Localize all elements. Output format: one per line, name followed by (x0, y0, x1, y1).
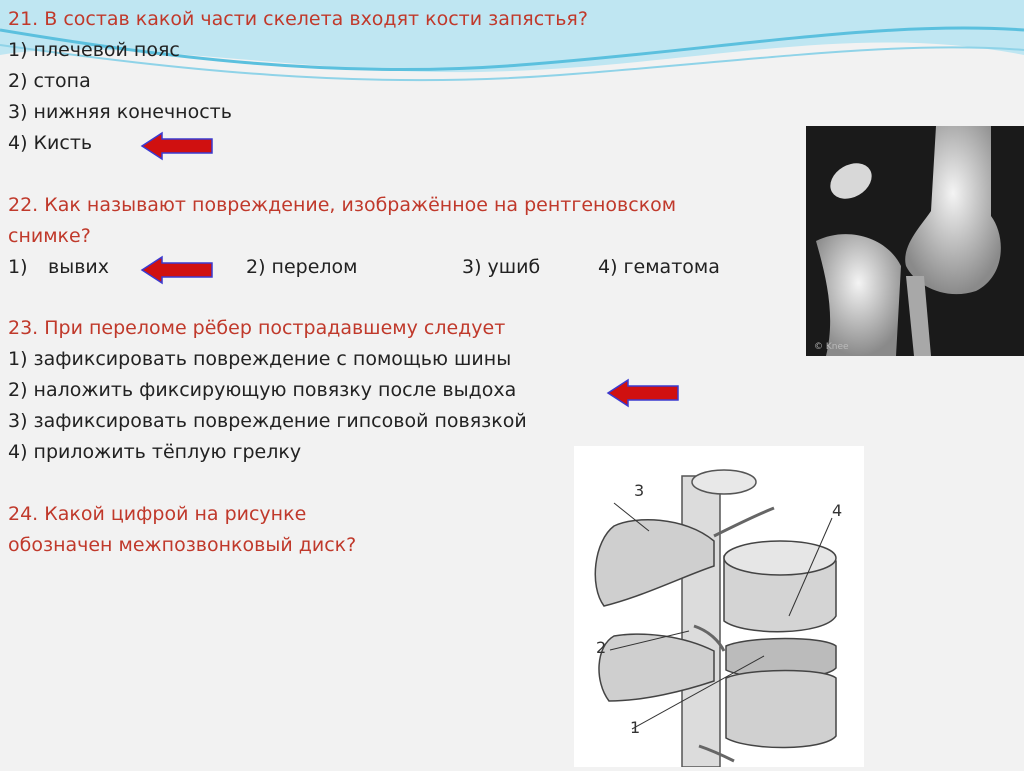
spine-label-1: 1 (630, 718, 641, 737)
question-22-text-line1: 22. Как называют повреждение, изображённое на рентгеновском (8, 194, 677, 216)
q22-option-1: вывих (48, 256, 109, 278)
q23-option-3: 3) зафиксировать повреждение гипсовой повязкой (8, 410, 527, 432)
spine-label-4: 4 (832, 501, 843, 520)
spine-label-2: 2 (596, 638, 607, 657)
q22-option-4: 4) гематома (598, 256, 720, 278)
q23-option-1: 1) зафиксировать повреждение с помощью шины (8, 348, 512, 370)
q21-option-3: 3) нижняя конечность (8, 101, 232, 123)
q21-option-2: 2) стопа (8, 70, 91, 92)
q21-option-4: 4) Кисть (8, 132, 93, 154)
xray-watermark: © Knee (814, 342, 849, 352)
answer-arrow-icon (606, 378, 682, 408)
answer-arrow-icon (140, 255, 216, 285)
question-24-text-line2: обозначен межпозвонковый диск? (8, 534, 357, 556)
q21-option-1: 1) плечевой пояс (8, 39, 180, 61)
vertebrae-illustration (574, 446, 864, 767)
answer-arrow-icon (140, 131, 216, 161)
q23-option-4: 4) приложить тёплую грелку (8, 441, 302, 463)
q23-option-2: 2) наложить фиксирующую повязку после выдоха (8, 379, 517, 401)
knee-xray-image (806, 126, 1024, 356)
q22-option-1-number: 1) (8, 256, 28, 278)
spine-label-3: 3 (634, 481, 645, 500)
question-24-text-line1: 24. Какой цифрой на рисунке (8, 503, 307, 525)
q22-option-3: 3) ушиб (462, 256, 541, 278)
question-21-text: 21. В состав какой части скелета входят кости запястья? (8, 8, 588, 30)
question-22-text-line2: снимке? (8, 225, 91, 247)
q22-option-2: 2) перелом (246, 256, 358, 278)
question-23-text: 23. При переломе рёбер пострадавшему следует (8, 317, 506, 339)
